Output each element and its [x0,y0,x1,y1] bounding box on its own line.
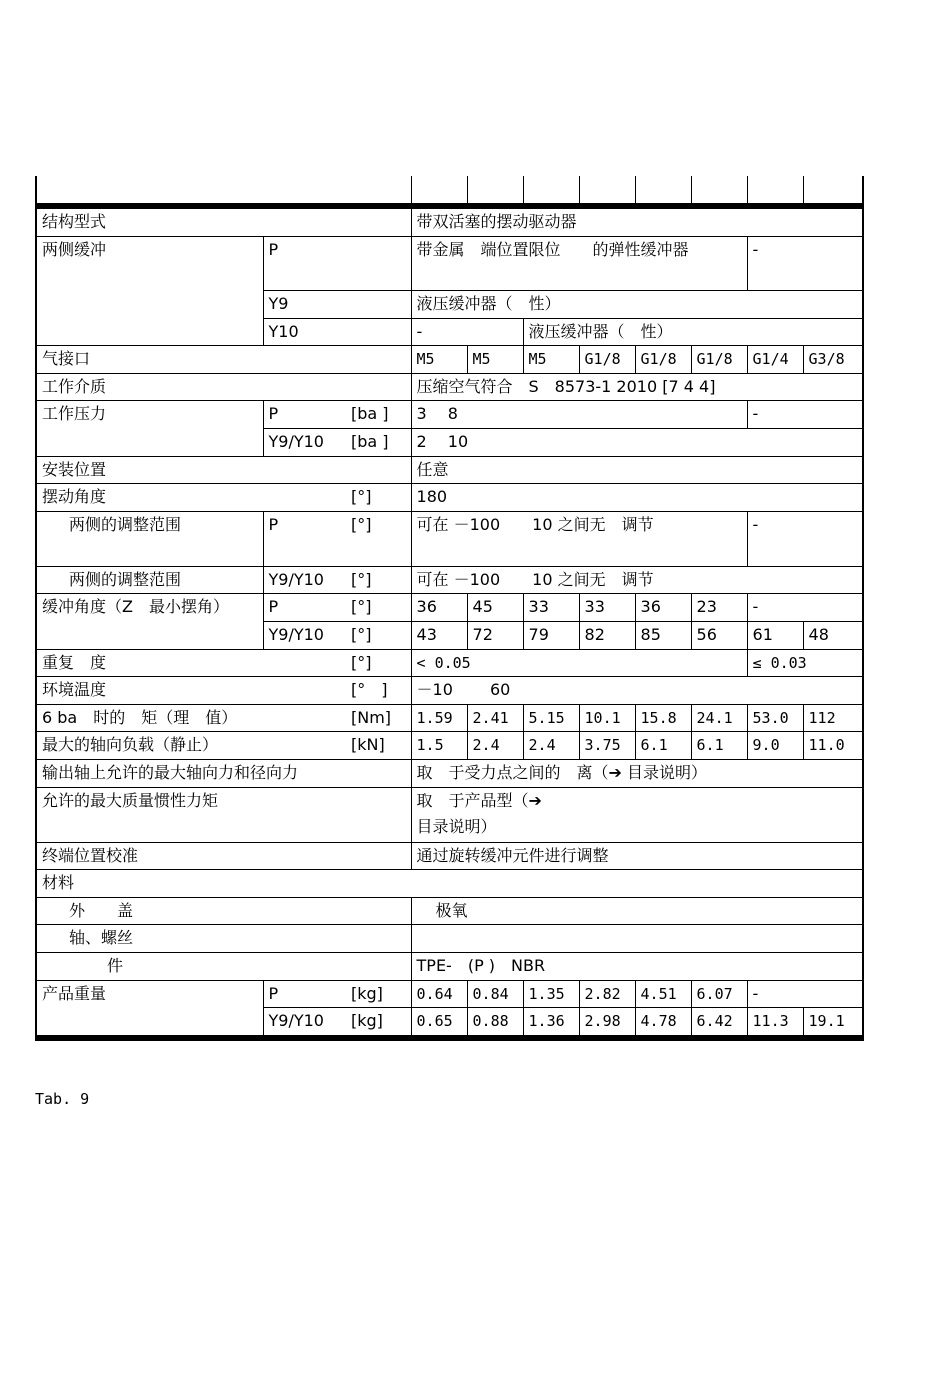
row-cushion-angle-p [36,594,863,622]
row-value: ≤ 0.03 [747,649,863,677]
row-cushion-y10 [36,318,863,346]
row-unit: [Nm] [346,704,411,732]
cell-value: 43 [411,622,467,650]
row-inertia [36,787,863,842]
row-code: P [263,511,346,566]
row-shaft [36,925,863,953]
cell-value: 72 [467,622,523,650]
row-label: 重复 度 [36,649,346,677]
cell-value: M5 [411,346,467,374]
row-structure [36,206,863,236]
row-ambient [36,677,863,705]
cell-value: 5.15 [523,704,579,732]
row-pressure-y [36,429,863,457]
cell-value: 1.36 [523,1008,579,1038]
cell-value: 6.42 [691,1008,747,1038]
row-value: 带双活塞的摆动驱动器 [411,206,863,236]
table-header-stub [36,176,863,206]
cell-value: G3/8 [803,346,863,374]
cell-value: 36 [411,594,467,622]
row-value: 极氧 [411,897,863,925]
cell-value: 4.78 [635,1008,691,1038]
cell-value: 2.4 [467,732,523,760]
row-label: 两侧的调整范围 [36,511,263,566]
cell-value: 11.0 [803,732,863,760]
row-code: Y9/Y10 [263,566,346,594]
cell-value: 1.35 [523,980,579,1008]
row-value: 液压缓冲器（ 性） [523,318,863,346]
row-end-adjust [36,842,863,870]
row-code: Y10 [263,318,346,346]
row-unit: [°] [346,594,411,622]
cell-value: 2.98 [579,1008,635,1038]
row-code: P [263,594,346,622]
row-unit: [°] [346,649,411,677]
row-unit: [°] [346,622,411,650]
cell-value: 45 [467,594,523,622]
row-label: 外 盖 [36,897,411,925]
row-value: - [747,511,863,566]
cell-value: G1/8 [635,346,691,374]
cell-value: M5 [467,346,523,374]
row-unit: [°] [346,484,411,512]
cell-value: 2.82 [579,980,635,1008]
row-value: TPE- (P ) NBR [411,952,863,980]
row-value: －10 60 [411,677,863,705]
row-label: 环境温度 [36,677,346,705]
cell-value: 82 [579,622,635,650]
cell-value: 0.84 [467,980,523,1008]
row-code: P [263,236,346,291]
cell-value: 1.59 [411,704,467,732]
cell-value: 0.88 [467,1008,523,1038]
spec-table [35,176,864,1041]
row-swivel [36,484,863,512]
cell-value: 33 [523,594,579,622]
cell-value: 56 [691,622,747,650]
cell-value: G1/8 [579,346,635,374]
table-caption: Tab. 9 [35,1090,90,1108]
row-unit: [kg] [346,1008,411,1038]
row-code: Y9 [263,291,346,319]
row-label: 缓冲角度（Z 最小摆角） [36,594,263,649]
row-value: - [747,236,863,291]
cell-value: 24.1 [691,704,747,732]
row-housing [36,897,863,925]
cell-value: 6.1 [635,732,691,760]
cell-value: 2.41 [467,704,523,732]
row-code: P [263,401,346,429]
row-part [36,952,863,980]
row-label: 摆动角度 [36,484,346,512]
row-label: 输出轴上允许的最大轴向力和径向力 [36,760,411,788]
row-value: 180 [411,484,863,512]
row-pressure-p [36,401,863,429]
cell-value: 0.64 [411,980,467,1008]
cell-value: 15.8 [635,704,691,732]
cell-value: 19.1 [803,1008,863,1038]
row-code: P [263,980,346,1008]
row-code: Y9/Y10 [263,1008,346,1038]
row-label: 安装位置 [36,456,411,484]
row-label: 两侧缓冲 [36,236,263,291]
row-label: 气接口 [36,346,411,374]
cell-value: - [747,594,863,622]
row-label: 结构型式 [36,206,411,236]
row-label: 轴、螺丝 [36,925,411,953]
row-value: 取 于受力点之间的 离（➔ 目录说明） [411,760,863,788]
cell-value: 6.1 [691,732,747,760]
row-cushion-p [36,236,863,291]
cell-value: 11.3 [747,1008,803,1038]
row-label: 工作压力 [36,401,263,429]
cell-value: 0.65 [411,1008,467,1038]
row-value: 压缩空气符合 S 8573-1 2010 [7 4 4] [411,373,863,401]
row-weight-y [36,1008,863,1038]
cell-value: 112 [803,704,863,732]
cell-value: 48 [803,622,863,650]
row-value: 可在 －100 10 之间无 调节 [411,511,747,566]
row-weight-p [36,980,863,1008]
row-unit: [ba ] [346,401,411,429]
row-label: 6 ba 时的 矩（理 值） [36,704,346,732]
row-label: 两侧的调整范围 [36,566,263,594]
cell-value: 10.1 [579,704,635,732]
cell-value: - [747,980,863,1008]
row-repeat [36,649,863,677]
row-label: 产品重量 [36,980,263,1008]
row-material [36,870,863,898]
row-value: 任意 [411,456,863,484]
row-value: - [747,401,863,429]
row-torque [36,704,863,732]
row-label: 材料 [36,870,863,898]
cell-value: 79 [523,622,579,650]
row-adjust-y [36,566,863,594]
row-value: < 0.05 [411,649,747,677]
row-port [36,346,863,374]
row-unit: [ba ] [346,429,411,457]
row-value: 带金属 端位置限位 的弹性缓冲器 [411,236,747,291]
cell-value: 1.5 [411,732,467,760]
row-code: Y9/Y10 [263,429,346,457]
row-cushion-y9 [36,291,863,319]
cell-value: 6.07 [691,980,747,1008]
cell-value: 3.75 [579,732,635,760]
row-label: 终端位置校准 [36,842,411,870]
cell-value: 36 [635,594,691,622]
cell-value: G1/8 [691,346,747,374]
row-mounting [36,456,863,484]
cell-value: 2.4 [523,732,579,760]
row-unit: [° ] [346,677,411,705]
row-value: 2 10 [411,429,863,457]
row-unit: [kN] [346,732,411,760]
row-value: 通过旋转缓冲元件进行调整 [411,842,863,870]
cell-value: 61 [747,622,803,650]
cell-value: 53.0 [747,704,803,732]
row-unit: [kg] [346,980,411,1008]
cell-value: 23 [691,594,747,622]
cell-value: G1/4 [747,346,803,374]
row-medium [36,373,863,401]
row-label: 允许的最大质量惯性力矩 [36,787,411,842]
row-adjust-p [36,511,863,566]
row-label: 最大的轴向负载（静止） [36,732,346,760]
row-value: 取 于产品型（➔ 目录说明） [411,787,863,842]
cell-value: 9.0 [747,732,803,760]
cell-value: 4.51 [635,980,691,1008]
row-value: 可在 －100 10 之间无 调节 [411,566,863,594]
cell-value: 85 [635,622,691,650]
row-axial [36,732,863,760]
row-unit: [°] [346,566,411,594]
row-unit: [°] [346,511,411,566]
row-code: Y9/Y10 [263,622,346,650]
row-value: - [411,318,523,346]
cell-value: 33 [579,594,635,622]
row-label: 工作介质 [36,373,411,401]
cell-value: M5 [523,346,579,374]
row-shaft-force [36,760,863,788]
row-label: 件 [36,952,411,980]
row-value: 液压缓冲器（ 性） [411,291,863,319]
row-value: 3 8 [411,401,747,429]
